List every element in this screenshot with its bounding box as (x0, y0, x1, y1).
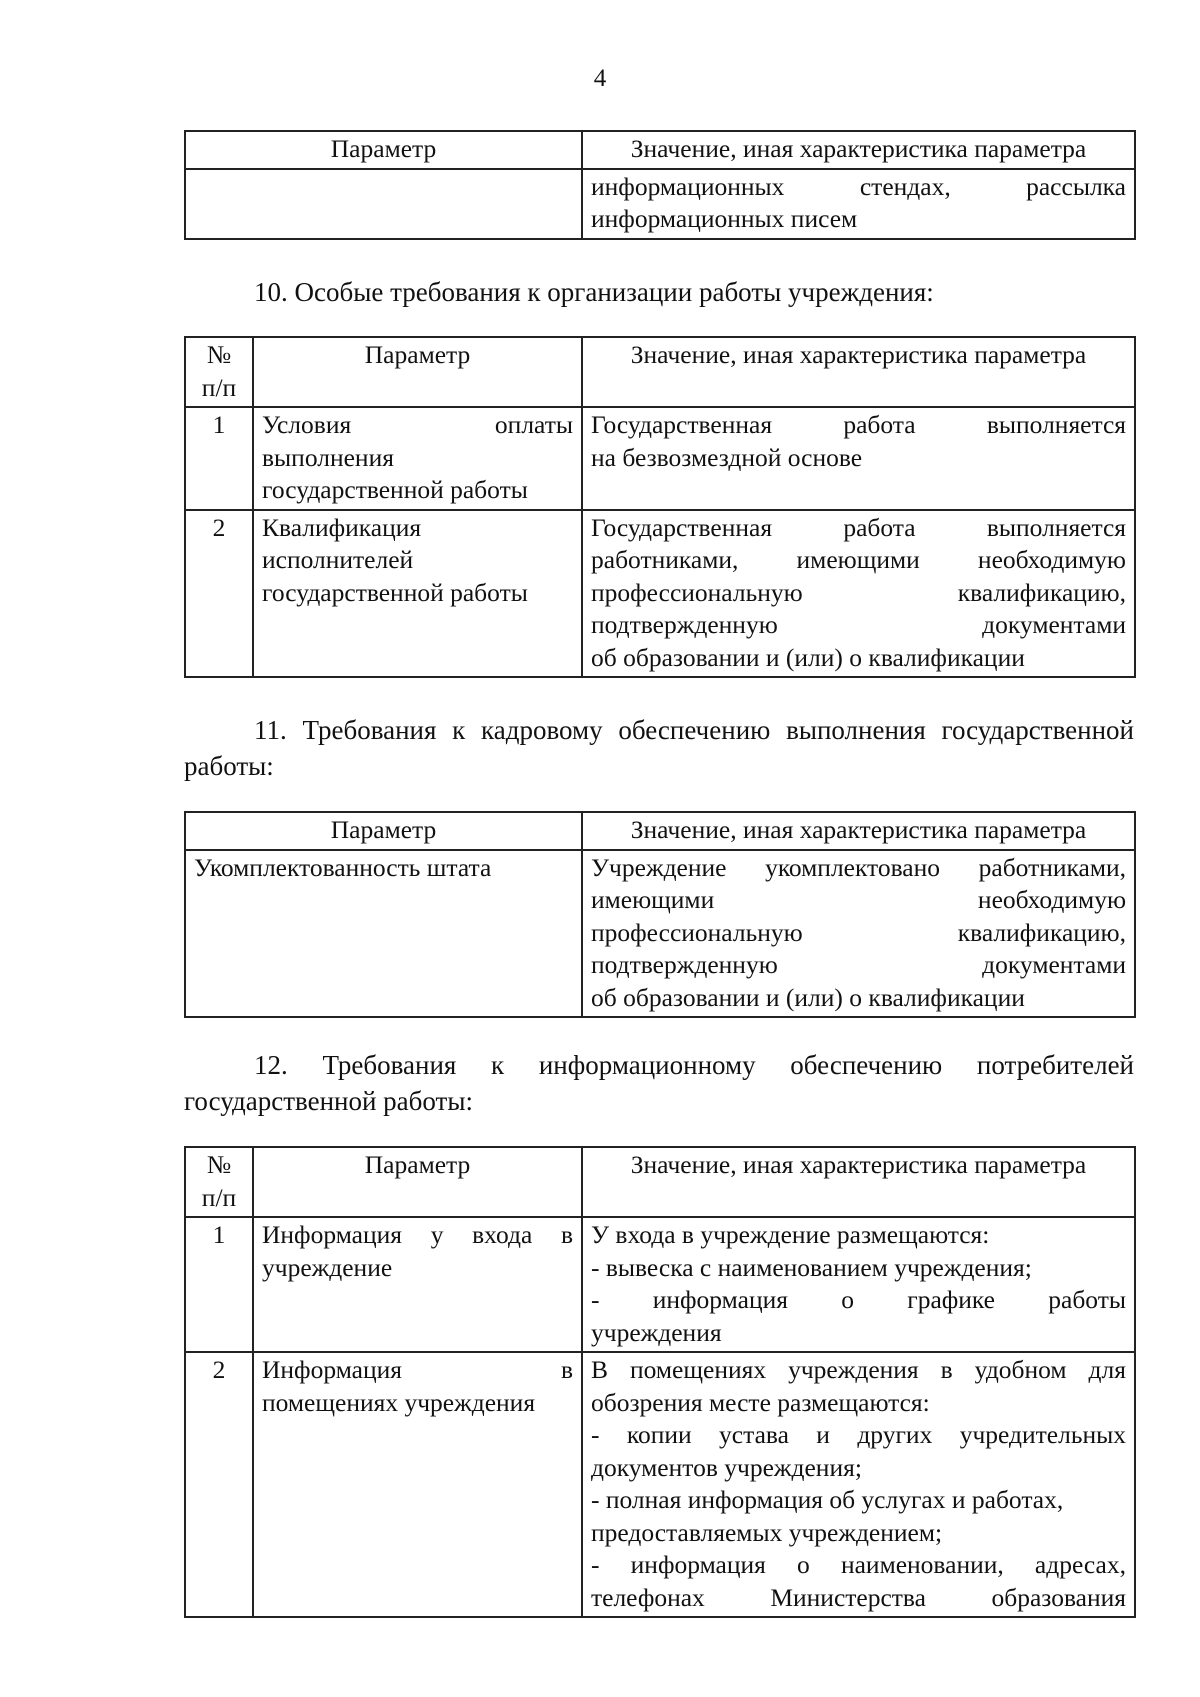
value-line: работниками, имеющими необходимую (591, 545, 1126, 574)
row-number: 2 (185, 1352, 253, 1617)
value-line: У входа в учреждение размещаются: (591, 1220, 990, 1249)
row-number: 1 (185, 407, 253, 510)
table-row (185, 1217, 1135, 1352)
row-number: 2 (185, 510, 253, 678)
section-11-heading: 11. Требования к кадровому обеспечению выполнения государственной работы: (184, 715, 1134, 781)
value-line: об образовании и (или) о квалификации (591, 982, 1025, 1012)
param-line: помещениях учреждения (262, 1387, 536, 1417)
section-12-heading: 12. Требования к информационному обеспечению потребителей государственной работы: (184, 1050, 1134, 1116)
header-number: № п/п (185, 1147, 253, 1217)
value-line: профессиональную квалификацию, (591, 577, 1126, 607)
value-line: Учреждение укомплектовано работниками, (591, 852, 1126, 882)
table-row (185, 1352, 1135, 1617)
value-cell (582, 1352, 1135, 1617)
table-row (185, 510, 1135, 678)
param-line: Информация в (262, 1355, 573, 1384)
continuation-table (184, 130, 1136, 240)
section-12-table (184, 1146, 1136, 1618)
param-cell (185, 169, 582, 239)
header-parameter: Параметр (185, 812, 582, 850)
value-cell (582, 850, 1135, 1018)
section-10-table (184, 336, 1136, 678)
value-line: - информация о наименовании, адресах, (591, 1550, 1126, 1579)
value-line: об образовании и (или) о квалификации (591, 642, 1025, 672)
value-line: документов учреждения; (591, 1452, 862, 1482)
param-line: государственной работы (262, 475, 528, 504)
value-line: - информация о графике работы (591, 1285, 1126, 1314)
param-cell (253, 407, 582, 510)
header-value: Значение, иная характеристика параметра (582, 1147, 1135, 1217)
value-line: обозрения месте размещаются: (591, 1387, 930, 1417)
value-line: телефонах Министерства образования (591, 1582, 1126, 1612)
table-header-row (185, 131, 1135, 169)
value-cell (582, 510, 1135, 678)
value-line: Государственная работа выполняется (591, 410, 1126, 439)
header-parameter: Параметр (253, 1147, 582, 1217)
value-line: информационных стендах, рассылка (591, 171, 1126, 201)
section-10-heading: 10. Особые требования к организации работы учреждения: (254, 277, 934, 307)
param-line: исполнителей (262, 545, 414, 574)
value-line: - вывеска с наименованием учреждения; (591, 1252, 1032, 1282)
header-parameter: Параметр (185, 131, 582, 169)
header-parameter: Параметр (253, 337, 582, 407)
value-line: подтвержденную документами (591, 610, 1126, 639)
table-header-row (185, 812, 1135, 850)
value-line: профессиональную квалификацию, (591, 917, 1126, 947)
param-line: Условия оплаты (262, 410, 573, 439)
param-line: учреждение (262, 1252, 393, 1282)
table-row (185, 407, 1135, 510)
value-line: В помещениях учреждения в удобном для (591, 1355, 1126, 1384)
table-header-row (185, 337, 1135, 407)
value-cell (582, 169, 1135, 239)
header-value: Значение, иная характеристика параметра (582, 131, 1135, 169)
value-cell (582, 1217, 1135, 1352)
param-line: выполнения (262, 442, 394, 472)
param-cell: Укомплектованность штата (185, 850, 582, 1018)
value-line: - копии устава и других учредительных (591, 1420, 1126, 1449)
value-line: подтвержденную документами (591, 950, 1126, 979)
section-11-table (184, 811, 1136, 1018)
param-cell (253, 510, 582, 678)
value-line: на безвозмездной основе (591, 442, 863, 472)
table-header-row (185, 1147, 1135, 1217)
header-number: № п/п (185, 337, 253, 407)
value-cell (582, 407, 1135, 510)
param-line: Информация у входа в (262, 1220, 573, 1249)
header-value: Значение, иная характеристика параметра (582, 812, 1135, 850)
param-line: государственной работы (262, 577, 528, 607)
value-line: предоставляемых учреждением; (591, 1517, 943, 1547)
page-number: 4 (593, 65, 607, 92)
value-line: учреждения (591, 1317, 722, 1347)
value-line: имеющими необходимую (591, 885, 1126, 914)
table-row (185, 850, 1135, 1018)
param-line: Квалификация (262, 512, 422, 542)
param-cell (253, 1352, 582, 1617)
header-value: Значение, иная характеристика параметра (582, 337, 1135, 407)
row-number: 1 (185, 1217, 253, 1352)
value-line: информационных писем (591, 204, 858, 233)
table-row (185, 169, 1135, 239)
value-line: - полная информация об услугах и работах, (591, 1485, 1064, 1514)
param-cell (253, 1217, 582, 1352)
value-line: Государственная работа выполняется (591, 512, 1126, 542)
